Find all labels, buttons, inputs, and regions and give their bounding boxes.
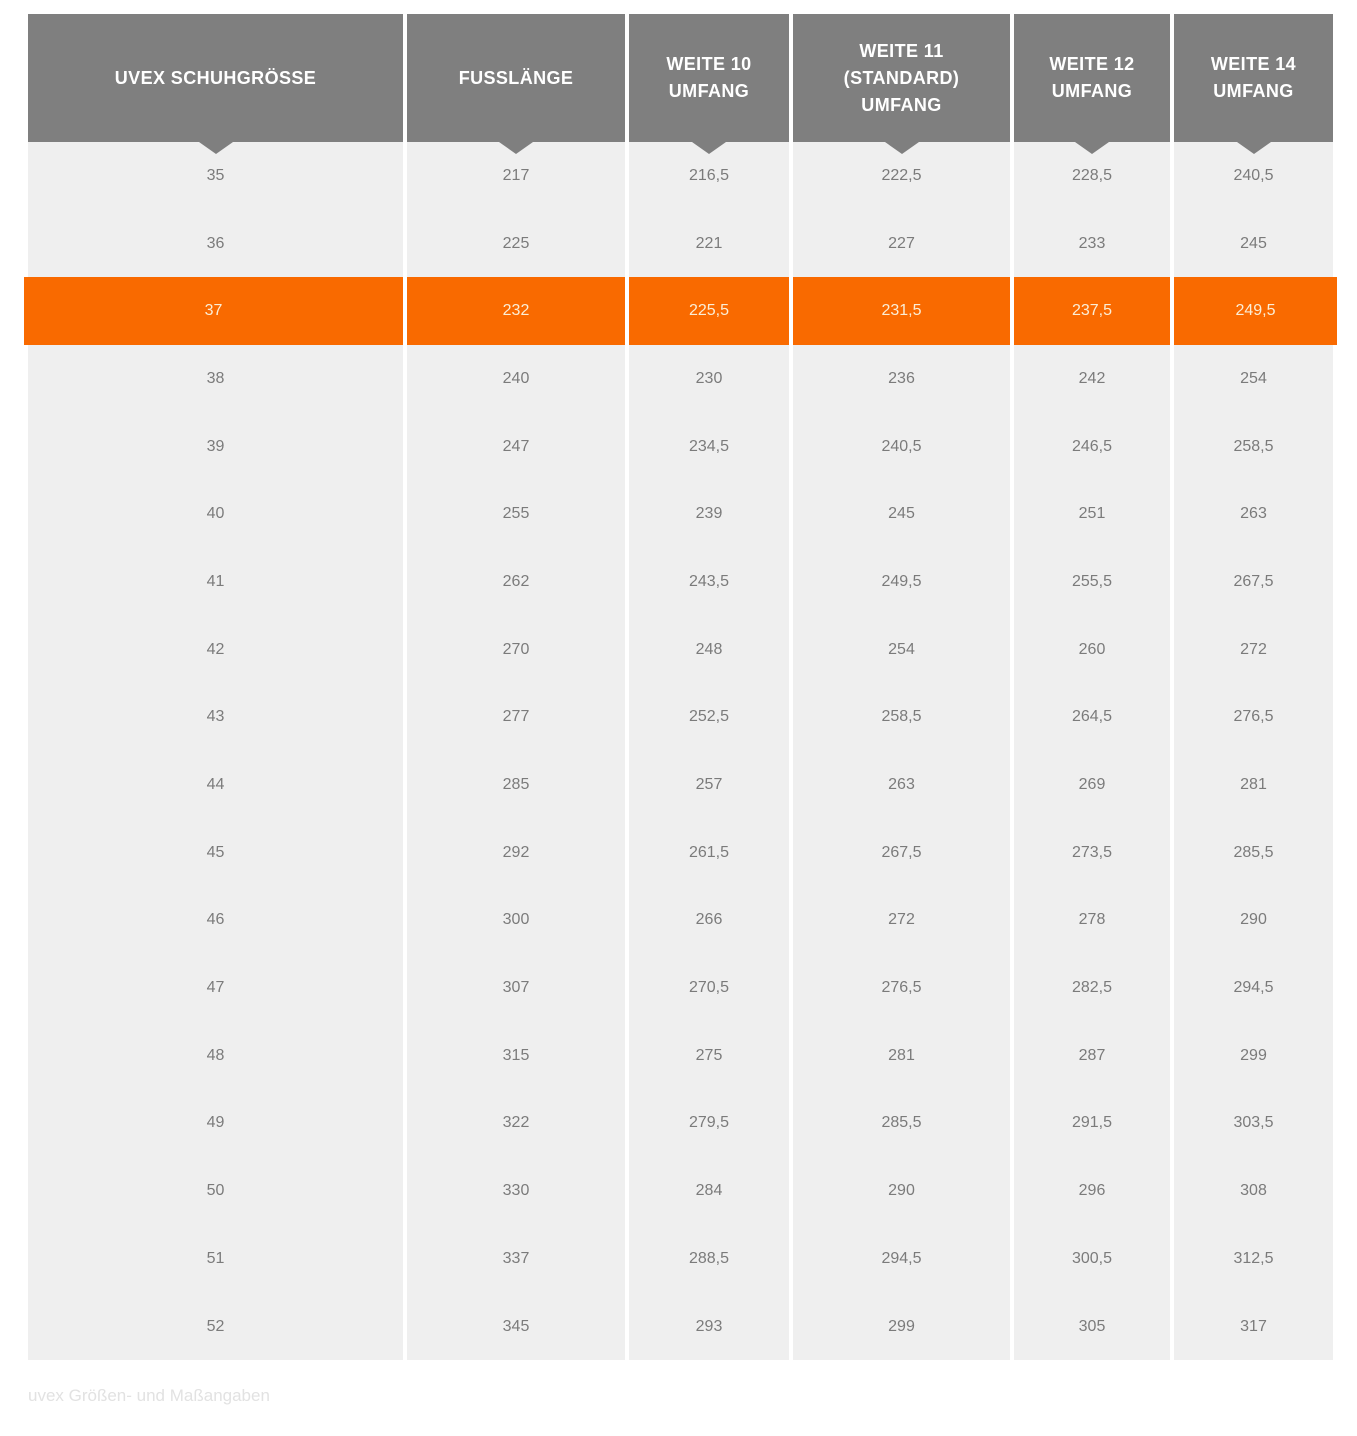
table-cell: 307 — [407, 954, 625, 1022]
table-cell: 227 — [793, 210, 1010, 278]
column-header-label — [115, 65, 316, 92]
table-cell: 232 — [407, 277, 625, 345]
table-cell: 243,5 — [629, 548, 789, 616]
table-cell: 276,5 — [1174, 684, 1333, 752]
table-cell: 270 — [407, 616, 625, 684]
table-cell: 249,5 — [793, 548, 1010, 616]
table-cell: 269 — [1014, 751, 1170, 819]
table-row[interactable] — [28, 1157, 1333, 1225]
table-row[interactable] — [28, 548, 1333, 616]
table-cell: 296 — [1014, 1157, 1170, 1225]
table-cell: 228,5 — [1014, 142, 1170, 210]
table-cell: 254 — [1174, 345, 1333, 413]
table-cell: 303,5 — [1174, 1090, 1333, 1158]
table-header-row — [28, 14, 1333, 142]
table-row[interactable] — [28, 684, 1333, 752]
table-cell: 240,5 — [1174, 142, 1333, 210]
table-cell: 46 — [28, 887, 403, 955]
table-cell: 47 — [28, 954, 403, 1022]
arrow-down-icon — [499, 142, 533, 154]
table-cell: 242 — [1014, 345, 1170, 413]
table-row[interactable] — [28, 616, 1333, 684]
arrow-down-icon — [1075, 142, 1109, 154]
column-header-line: WEITE 10 — [666, 54, 752, 74]
table-body — [28, 142, 1333, 1360]
table-cell: 35 — [28, 142, 403, 210]
table-cell: 240,5 — [793, 413, 1010, 481]
table-caption: uvex Größen- und Maßangaben — [28, 1386, 270, 1406]
table-cell: 278 — [1014, 887, 1170, 955]
table-cell: 230 — [629, 345, 789, 413]
table-cell: 263 — [793, 751, 1010, 819]
table-cell: 255,5 — [1014, 548, 1170, 616]
table-cell: 39 — [28, 413, 403, 481]
column-header-weite-14 — [1174, 14, 1333, 142]
table-cell: 246,5 — [1014, 413, 1170, 481]
table-row[interactable] — [28, 887, 1333, 955]
table-cell: 272 — [793, 887, 1010, 955]
table-cell: 275 — [629, 1022, 789, 1090]
table-cell: 285,5 — [1174, 819, 1333, 887]
table-cell: 45 — [28, 819, 403, 887]
column-header-line: WEITE 12 — [1049, 54, 1135, 74]
table-cell: 245 — [793, 480, 1010, 548]
column-header-line: UMFANG — [1051, 81, 1133, 101]
table-cell: 36 — [28, 210, 403, 278]
arrow-down-icon — [885, 142, 919, 154]
table-cell: 51 — [28, 1225, 403, 1293]
table-cell: 248 — [629, 616, 789, 684]
table-cell: 317 — [1174, 1293, 1333, 1361]
table-cell: 279,5 — [629, 1090, 789, 1158]
table-row[interactable] — [28, 819, 1333, 887]
table-cell: 236 — [793, 345, 1010, 413]
table-cell: 43 — [28, 684, 403, 752]
table-cell: 40 — [28, 480, 403, 548]
table-cell: 270,5 — [629, 954, 789, 1022]
table-cell: 284 — [629, 1157, 789, 1225]
table-cell: 305 — [1014, 1293, 1170, 1361]
column-header-line: FUSSLÄNGE — [458, 67, 574, 88]
table-cell: 315 — [407, 1022, 625, 1090]
table-row[interactable] — [28, 1022, 1333, 1090]
table-cell: 255 — [407, 480, 625, 548]
arrow-down-icon — [692, 142, 726, 154]
column-header-label — [459, 65, 574, 92]
table-cell: 262 — [407, 548, 625, 616]
table-cell: 258,5 — [793, 684, 1010, 752]
table-row[interactable] — [28, 345, 1333, 413]
column-header-label — [1211, 51, 1296, 105]
column-header-weite-12 — [1014, 14, 1170, 142]
table-cell: 38 — [28, 345, 403, 413]
table-cell: 225,5 — [629, 277, 789, 345]
column-header-weite-10 — [629, 14, 789, 142]
table-cell: 261,5 — [629, 819, 789, 887]
column-header-fusslaenge — [407, 14, 625, 142]
table-cell: 294,5 — [793, 1225, 1010, 1293]
table-row[interactable] — [28, 751, 1333, 819]
column-header-uvex-schuhgroesse — [28, 14, 403, 142]
table-cell: 42 — [28, 616, 403, 684]
table-cell: 299 — [793, 1293, 1010, 1361]
table-cell: 290 — [1174, 887, 1333, 955]
table-cell: 257 — [629, 751, 789, 819]
column-header-line: UVEX SCHUHGRÖSSE — [114, 67, 317, 88]
column-header-line: UMFANG — [1213, 81, 1294, 101]
table-cell: 294,5 — [1174, 954, 1333, 1022]
table-cell: 258,5 — [1174, 413, 1333, 481]
table-cell: 50 — [28, 1157, 403, 1225]
table-cell: 237,5 — [1014, 277, 1170, 345]
table-cell: 239 — [629, 480, 789, 548]
column-header-label — [1049, 51, 1134, 105]
table-cell: 290 — [793, 1157, 1010, 1225]
table-cell: 288,5 — [629, 1225, 789, 1293]
table-cell: 266 — [629, 887, 789, 955]
size-chart-table — [28, 14, 1333, 1360]
table-row[interactable] — [28, 413, 1333, 481]
table-cell: 300,5 — [1014, 1225, 1170, 1293]
table-cell: 267,5 — [1174, 548, 1333, 616]
table-row[interactable] — [28, 954, 1333, 1022]
table-cell: 330 — [407, 1157, 625, 1225]
table-cell: 322 — [407, 1090, 625, 1158]
table-cell: 217 — [407, 142, 625, 210]
arrow-down-icon — [199, 142, 233, 154]
table-cell: 216,5 — [629, 142, 789, 210]
table-cell: 252,5 — [629, 684, 789, 752]
table-cell: 292 — [407, 819, 625, 887]
column-header-line: WEITE 14 — [1210, 54, 1297, 74]
table-cell: 337 — [407, 1225, 625, 1293]
table-cell: 234,5 — [629, 413, 789, 481]
table-cell: 231,5 — [793, 277, 1010, 345]
table-cell: 345 — [407, 1293, 625, 1361]
table-row[interactable] — [28, 480, 1333, 548]
table-cell: 282,5 — [1014, 954, 1170, 1022]
table-cell: 277 — [407, 684, 625, 752]
table-cell: 233 — [1014, 210, 1170, 278]
table-cell: 263 — [1174, 480, 1333, 548]
table-cell: 285,5 — [793, 1090, 1010, 1158]
table-cell: 281 — [793, 1022, 1010, 1090]
table-cell: 273,5 — [1014, 819, 1170, 887]
table-cell: 44 — [28, 751, 403, 819]
column-header-label — [844, 38, 960, 119]
column-header-line: UMFANG — [668, 81, 750, 101]
table-cell: 260 — [1014, 616, 1170, 684]
table-cell: 41 — [28, 548, 403, 616]
table-cell: 291,5 — [1014, 1090, 1170, 1158]
table-cell: 267,5 — [793, 819, 1010, 887]
table-cell: 264,5 — [1014, 684, 1170, 752]
column-header-line: (STANDARD) — [843, 67, 960, 88]
table-cell: 221 — [629, 210, 789, 278]
table-cell: 52 — [28, 1293, 403, 1361]
table-cell: 276,5 — [793, 954, 1010, 1022]
column-header-weite-11-standard — [793, 14, 1010, 142]
column-header-line: UMFANG — [861, 94, 942, 115]
table-cell: 247 — [407, 413, 625, 481]
table-cell: 225 — [407, 210, 625, 278]
table-cell: 240 — [407, 345, 625, 413]
column-header-label — [666, 51, 751, 105]
table-row[interactable] — [28, 210, 1333, 278]
table-cell: 293 — [629, 1293, 789, 1361]
column-header-line: WEITE 11 — [859, 40, 944, 61]
table-row[interactable] — [28, 1225, 1333, 1293]
table-cell: 300 — [407, 887, 625, 955]
table-cell: 285 — [407, 751, 625, 819]
table-cell: 299 — [1174, 1022, 1333, 1090]
table-cell: 312,5 — [1174, 1225, 1333, 1293]
table-cell: 272 — [1174, 616, 1333, 684]
table-cell: 222,5 — [793, 142, 1010, 210]
table-cell: 251 — [1014, 480, 1170, 548]
table-row[interactable] — [28, 1090, 1333, 1158]
table-cell: 37 — [24, 277, 403, 345]
table-cell: 249,5 — [1174, 277, 1337, 345]
table-cell: 49 — [28, 1090, 403, 1158]
table-cell: 287 — [1014, 1022, 1170, 1090]
arrow-down-icon — [1237, 142, 1271, 154]
table-cell: 254 — [793, 616, 1010, 684]
table-cell: 308 — [1174, 1157, 1333, 1225]
table-row[interactable] — [28, 1293, 1333, 1361]
table-cell: 281 — [1174, 751, 1333, 819]
table-cell: 245 — [1174, 210, 1333, 278]
table-row-selected[interactable] — [24, 277, 1337, 345]
table-cell: 48 — [28, 1022, 403, 1090]
